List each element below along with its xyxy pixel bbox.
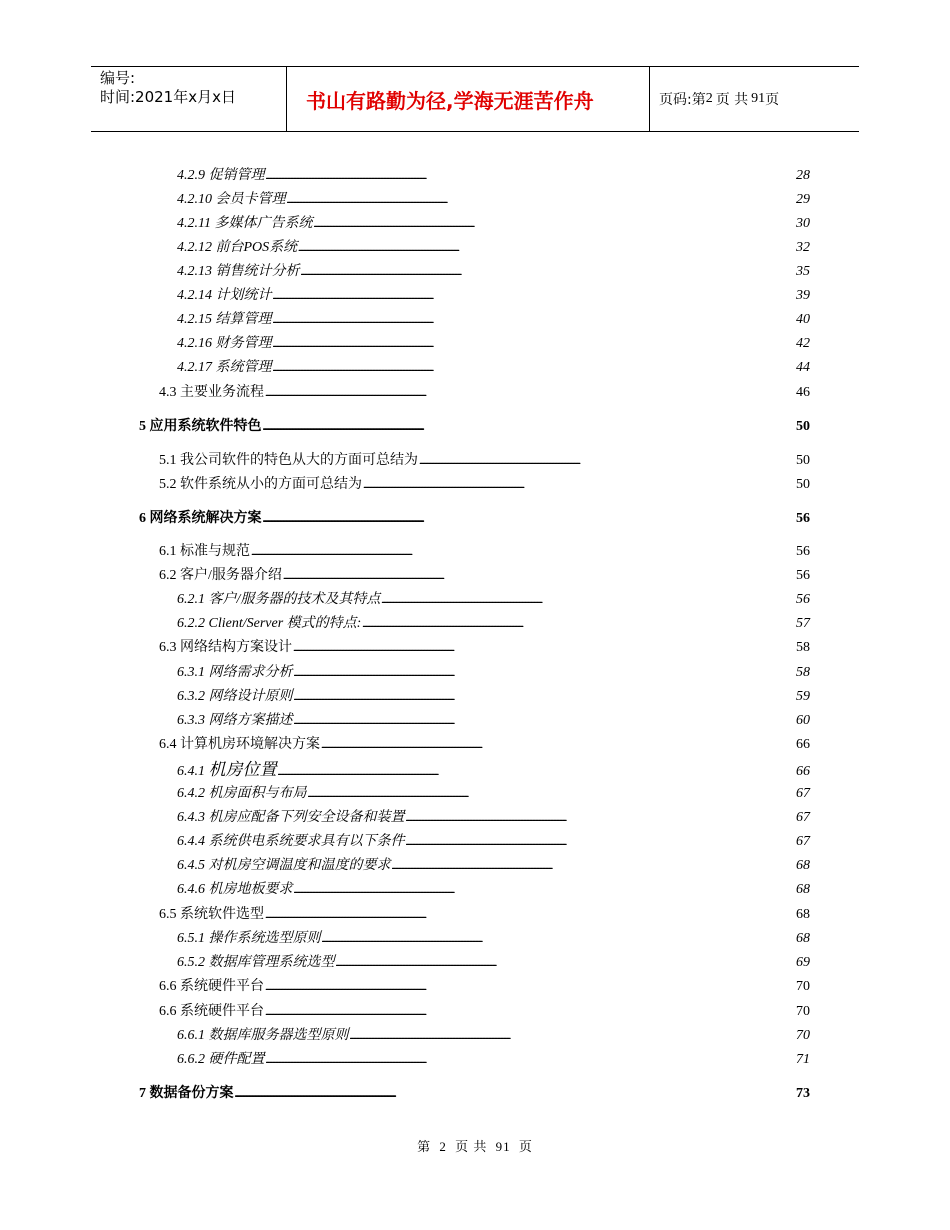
- toc-leader-dots: [263, 510, 796, 529]
- toc-entry-label: 4.3 主要业务流程: [159, 385, 264, 400]
- toc-entry-label: 4.2.14 计划统计: [177, 288, 272, 303]
- toc-entry[interactable]: [159, 639, 810, 658]
- toc-entry-page: 58: [796, 640, 810, 655]
- toc-leader-dots: [294, 881, 796, 900]
- toc-leader-dots: [265, 1003, 795, 1022]
- toc-entry[interactable]: [177, 335, 810, 354]
- toc-entry-page: 56: [796, 568, 810, 583]
- toc-entry-page: 70: [796, 1028, 810, 1043]
- toc-leader-dots: [336, 954, 796, 973]
- toc-entry[interactable]: [177, 1051, 810, 1070]
- toc-leader-dots: [294, 712, 796, 731]
- toc-entry[interactable]: [159, 736, 810, 755]
- toc-leader-dots: [273, 359, 796, 378]
- toc-leader-dots: [283, 567, 795, 586]
- header-meta: [91, 67, 287, 131]
- toc-entry-page: 29: [796, 192, 810, 207]
- toc-entry-page: 68: [796, 907, 810, 922]
- toc-entry[interactable]: [177, 930, 810, 949]
- toc-entry-page: 50: [796, 477, 810, 492]
- toc-leader-dots: [265, 978, 795, 997]
- toc-entry-page: 44: [796, 360, 810, 375]
- toc-entry[interactable]: [159, 1003, 810, 1022]
- toc-entry[interactable]: [159, 476, 810, 495]
- toc-entry[interactable]: [159, 384, 810, 403]
- toc-entry[interactable]: [177, 688, 810, 707]
- document-number-label: 编号:: [100, 69, 136, 87]
- footer-mid: 页 共: [455, 1139, 488, 1154]
- toc-entry-label: 6.6.2 硬件配置: [177, 1052, 265, 1067]
- toc-entry-label: 6.2.1 客户/服务器的技术及其特点: [177, 592, 381, 607]
- toc-entry-page: 46: [796, 385, 810, 400]
- toc-entry-label: 4.2.16 财务管理: [177, 336, 272, 351]
- toc-leader-dots: [235, 1085, 796, 1104]
- toc-chapter[interactable]: [139, 1085, 810, 1104]
- toc-entry-page: 60: [796, 713, 810, 728]
- toc-entry-page: 28: [796, 168, 810, 183]
- toc-entry-page: 58: [796, 665, 810, 680]
- toc-entry-page: 35: [796, 264, 810, 279]
- toc-leader-dots: [381, 591, 795, 610]
- toc-entry-page: 71: [796, 1052, 810, 1067]
- toc-entry-page: 67: [796, 786, 810, 801]
- toc-leader-dots: [273, 287, 796, 306]
- toc-entry-label: 6.5.1 操作系统选型原则: [177, 931, 321, 946]
- toc-entry-page: 56: [796, 592, 810, 607]
- toc-entry[interactable]: [177, 954, 810, 973]
- toc-leader-dots: [392, 857, 796, 876]
- toc-leader-dots: [406, 833, 796, 852]
- toc-entry[interactable]: [177, 1027, 810, 1046]
- toc-entry[interactable]: [177, 311, 810, 330]
- toc-entry-label: 5 应用系统软件特色: [139, 419, 262, 434]
- toc-entry-page: 68: [796, 858, 810, 873]
- toc-leader-dots: [350, 1027, 796, 1046]
- toc-leader-dots: [294, 664, 796, 683]
- toc-leader-dots: [266, 1051, 796, 1070]
- toc-entry[interactable]: [177, 615, 810, 634]
- toc-entry[interactable]: [177, 167, 810, 186]
- toc-entry-page: 56: [796, 511, 810, 526]
- header-page-current: 2: [705, 91, 713, 106]
- toc-leader-dots: [265, 384, 795, 403]
- toc-leader-dots: [419, 452, 795, 471]
- toc-entry-page: 66: [796, 764, 810, 779]
- toc-entry-label: 6.4.2 机房面积与布局: [177, 786, 307, 801]
- toc-entry-label: 6.4.4 系统供电系统要求具有以下条件: [177, 834, 405, 849]
- toc-entry-page: 66: [796, 737, 810, 752]
- toc-leader-dots: [321, 736, 795, 755]
- toc-entry[interactable]: [177, 761, 810, 782]
- header-page-info: [650, 67, 859, 131]
- toc-entry[interactable]: [177, 664, 810, 683]
- toc-entry-label: [177, 761, 277, 781]
- toc-leader-dots: [266, 167, 796, 186]
- toc-entry-label: 6.5 系统软件选型: [159, 907, 264, 922]
- page-header: [91, 66, 859, 132]
- toc-entry-page: 59: [796, 689, 810, 704]
- toc-entry-page: 70: [796, 1004, 810, 1019]
- toc-entry[interactable]: [159, 452, 810, 471]
- toc-entry-page: 50: [796, 453, 810, 468]
- toc-entry-label: 7 数据备份方案: [139, 1086, 234, 1101]
- toc-entry[interactable]: [177, 857, 810, 876]
- toc-leader-dots: [301, 263, 796, 282]
- toc-entry[interactable]: [177, 191, 810, 210]
- toc-entry-label: 4.2.9 促销管理: [177, 168, 265, 183]
- toc-leader-dots: [294, 688, 796, 707]
- toc-leader-dots: [298, 239, 795, 258]
- toc-entry-label-text: 6.4.1 机房位置: [177, 760, 277, 779]
- toc-leader-dots: [278, 763, 796, 782]
- toc-entry-page: 68: [796, 882, 810, 897]
- toc-entry-label: 6.6 系统硬件平台: [159, 1004, 264, 1019]
- toc-leader-dots: [273, 311, 796, 330]
- toc-entry-label: 6.4 计算机房环境解决方案: [159, 737, 320, 752]
- toc-entry-label: 6.5.2 数据库管理系统选型: [177, 955, 335, 970]
- toc-entry-page: 30: [796, 216, 810, 231]
- toc-entry[interactable]: [159, 978, 810, 997]
- toc-entry[interactable]: [177, 359, 810, 378]
- toc-chapter[interactable]: [139, 418, 810, 437]
- toc-entry-label: 6.4.5 对机房空调温度和温度的要求: [177, 858, 391, 873]
- toc-entry-label: 5.1 我公司软件的特色从大的方面可总结为: [159, 453, 418, 468]
- toc-entry-label: 6.1 标准与规范: [159, 544, 250, 559]
- toc-entry-label: 6.2.2 Client/Server 模式的特点:: [177, 616, 362, 631]
- toc-entry-label: 4.2.12 前台POS系统: [177, 240, 298, 255]
- toc-entry[interactable]: [177, 239, 810, 258]
- toc-entry-page: 32: [796, 240, 810, 255]
- toc-entry-label: 5.2 软件系统从小的方面可总结为: [159, 477, 362, 492]
- footer-total: 91: [495, 1139, 511, 1154]
- toc-entry-page: 57: [796, 616, 810, 631]
- toc-entry-label: 4.2.11 多媒体广告系统: [177, 216, 313, 231]
- toc-leader-dots: [293, 639, 795, 658]
- toc-entry[interactable]: [177, 287, 810, 306]
- toc-entry[interactable]: [177, 591, 810, 610]
- toc-entry-page: 68: [796, 931, 810, 946]
- toc-entry[interactable]: [177, 881, 810, 900]
- footer-prefix: 第: [417, 1139, 432, 1154]
- header-page-total: 91: [751, 91, 766, 106]
- footer-current: 2: [439, 1139, 447, 1154]
- toc-entry-label: 4.2.17 系统管理: [177, 360, 272, 375]
- header-page-mid: 页 共: [715, 92, 749, 108]
- toc-entry-page: 56: [796, 544, 810, 559]
- footer-suffix: 页: [518, 1139, 533, 1154]
- header-page-suffix: 页: [765, 92, 780, 108]
- motto-text: 书山有路勤为径,学海无涯苦作舟: [306, 88, 594, 113]
- toc-leader-dots: [287, 191, 796, 210]
- page-footer: [0, 1136, 950, 1155]
- toc-entry-label: 4.2.10 会员卡管理: [177, 192, 286, 207]
- toc-entry[interactable]: [159, 567, 810, 586]
- toc-entry-page: 70: [796, 979, 810, 994]
- toc-entry-page: 69: [796, 955, 810, 970]
- toc-entry-label: 6.3 网络结构方案设计: [159, 640, 292, 655]
- toc-leader-dots: [362, 615, 795, 634]
- toc-leader-dots: [406, 809, 796, 828]
- toc-entry-page: 73: [796, 1086, 810, 1101]
- toc-entry-label: 6 网络系统解决方案: [139, 511, 262, 526]
- toc-entry[interactable]: [177, 215, 810, 234]
- toc-leader-dots: [251, 543, 795, 562]
- toc-entry[interactable]: [177, 712, 810, 731]
- document-time-label: 时间:2021年x月x日: [100, 88, 236, 106]
- toc-entry-label: 6.4.6 机房地板要求: [177, 882, 293, 897]
- header-motto: [287, 67, 650, 131]
- toc-entry-label: 6.3.2 网络设计原则: [177, 689, 293, 704]
- toc-entry[interactable]: [177, 263, 810, 282]
- toc-entry-label: 6.2 客户/服务器介绍: [159, 568, 282, 583]
- toc-entry[interactable]: [159, 543, 810, 562]
- toc-entry-label: 6.4.3 机房应配备下列安全设备和装置: [177, 810, 405, 825]
- toc-entry-label: 6.3.1 网络需求分析: [177, 665, 293, 680]
- toc-entry-label: 6.3.3 网络方案描述: [177, 713, 293, 728]
- toc-entry-page: 67: [796, 810, 810, 825]
- toc-leader-dots: [308, 785, 796, 804]
- toc-entry-page: 42: [796, 336, 810, 351]
- toc-leader-dots: [322, 930, 796, 949]
- toc-leader-dots: [273, 335, 796, 354]
- toc-entry[interactable]: [177, 833, 810, 852]
- toc-entry[interactable]: [177, 809, 810, 828]
- toc-entry-label: 6.6 系统硬件平台: [159, 979, 264, 994]
- toc-entry-page: 67: [796, 834, 810, 849]
- toc-leader-dots: [263, 418, 796, 437]
- header-page-prefix: 页码:第: [659, 92, 706, 108]
- toc-entry-page: 40: [796, 312, 810, 327]
- toc-entry[interactable]: [159, 906, 810, 925]
- toc-entry-label: 4.2.13 销售统计分析: [177, 264, 300, 279]
- toc-leader-dots: [313, 215, 795, 234]
- toc-entry-page: 50: [796, 419, 810, 434]
- toc-leader-dots: [363, 476, 795, 495]
- toc-entry-label: 6.6.1 数据库服务器选型原则: [177, 1028, 349, 1043]
- toc-chapter[interactable]: [139, 510, 810, 529]
- toc-leader-dots: [265, 906, 795, 925]
- toc-entry-label: 4.2.15 结算管理: [177, 312, 272, 327]
- toc-entry[interactable]: [177, 785, 810, 804]
- toc-entry-page: 39: [796, 288, 810, 303]
